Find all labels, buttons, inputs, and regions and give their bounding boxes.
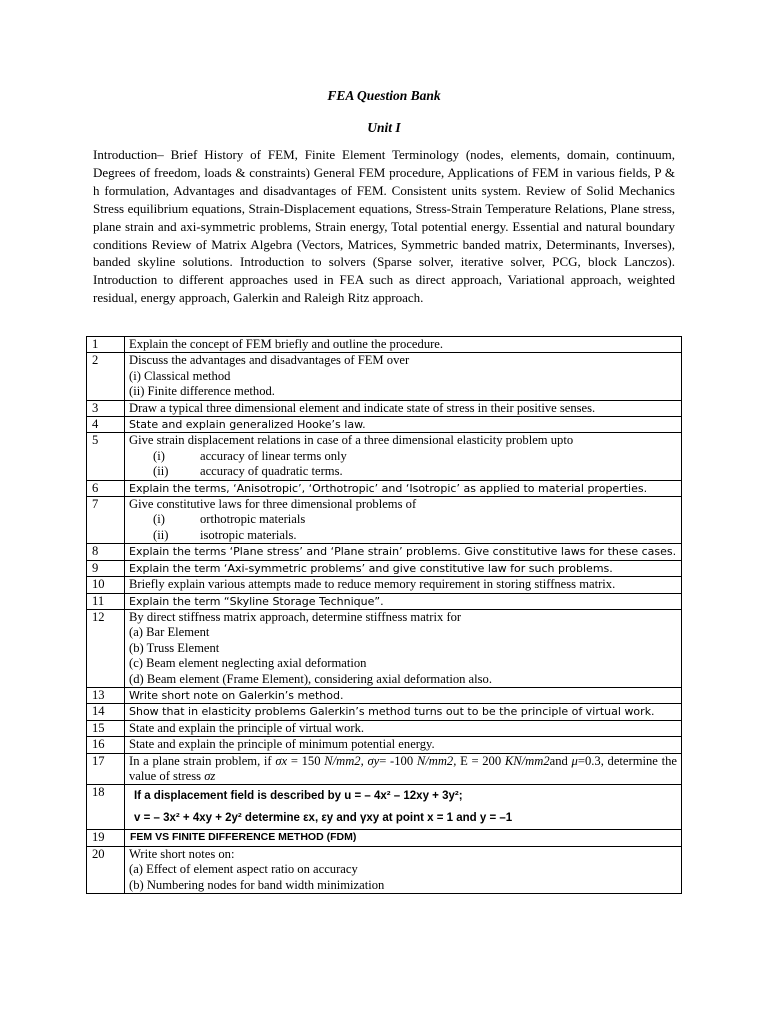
question-number: 6 — [87, 480, 125, 496]
q17-u1: N/mm2, — [324, 753, 368, 768]
question-number: 10 — [87, 577, 125, 593]
question-text-cell — [125, 720, 682, 736]
question-row — [87, 577, 682, 593]
q17-p4: E = 200 — [460, 753, 505, 768]
sub-item-number: (i) — [153, 448, 165, 463]
intro-paragraph — [93, 146, 675, 307]
question-line: Give constitutive laws for three dimensional problems of — [129, 497, 417, 512]
question-line: (a) Bar Element — [129, 625, 210, 640]
question-row — [87, 609, 682, 687]
question-number: 11 — [87, 593, 125, 609]
question-line: Draw a typical three dimensional element and indicate state of stress in their positive senses. — [129, 400, 596, 415]
question-text-cell — [125, 353, 682, 400]
sub-item-number: (ii) — [153, 464, 169, 479]
q17-p5: and — [549, 753, 572, 768]
document-title: FEA Question Bank — [327, 88, 441, 103]
question-text-cell — [125, 737, 682, 753]
question-row — [87, 433, 682, 480]
question-text-cell — [125, 417, 682, 433]
question-line: (c) Beam element neglecting axial deformation — [129, 656, 367, 671]
question-text-cell — [125, 609, 682, 687]
question-text-cell — [125, 400, 682, 416]
question-row — [87, 560, 682, 576]
question-row — [87, 593, 682, 609]
sub-item-text: accuracy of quadratic terms. — [200, 464, 343, 479]
question-table-body — [87, 337, 682, 894]
question-text-cell — [125, 687, 682, 703]
sub-item-text: accuracy of linear terms only — [200, 448, 347, 463]
sub-item-text: orthotropic materials — [200, 512, 306, 527]
question-text-cell — [125, 704, 682, 720]
sub-item — [129, 512, 677, 527]
question-line: (d) Beam element (Frame Element), considering axial deformation also. — [129, 671, 492, 686]
question-number: 1 — [87, 337, 125, 353]
question-line: By direct stiffness matrix approach, determine stiffness matrix for — [129, 609, 462, 624]
question-line: Write short note on Galerkin’s method. — [129, 688, 344, 702]
question-text-cell — [125, 560, 682, 576]
question-text-cell — [125, 830, 682, 846]
question-line: Explain the concept of FEM briefly and outline the procedure. — [129, 337, 444, 351]
question-text-cell — [125, 577, 682, 593]
question-line: Explain the term ‘Axi-symmetric problems’ and give constitutive law for such problems. — [129, 561, 613, 575]
q17-p1: In a plane strain problem, if — [129, 753, 276, 768]
question-row — [87, 785, 682, 830]
q18-line2: v = – 3x² + 4xy + 2y² determine εx, εy and γxy at point x = 1 and y = –1 — [134, 812, 513, 825]
q17-mu: μ — [571, 753, 578, 768]
question-line: State and explain the principle of minimum potential energy. — [129, 737, 435, 752]
question-line: (b) Truss Element — [129, 640, 220, 655]
question-row — [87, 737, 682, 753]
question-number: 17 — [87, 753, 125, 785]
question-line: (a) Effect of element aspect ratio on accuracy — [129, 862, 358, 877]
question-row — [87, 720, 682, 736]
question-text-cell — [125, 785, 682, 830]
q17-sx: σx — [275, 753, 288, 768]
question-line: Write short notes on: — [129, 846, 235, 861]
question-line: Discuss the advantages and disadvantages of FEM over — [129, 353, 410, 368]
question-text-cell — [125, 544, 682, 560]
question-number: 7 — [87, 497, 125, 544]
question-number: 15 — [87, 720, 125, 736]
question-number: 5 — [87, 433, 125, 480]
question-row — [87, 544, 682, 560]
question-row — [87, 353, 682, 400]
question-text-cell — [125, 593, 682, 609]
question-row — [87, 417, 682, 433]
question-row — [87, 337, 682, 353]
q17-u2: N/mm2, — [416, 753, 461, 768]
question-number: 2 — [87, 353, 125, 400]
question-number: 8 — [87, 544, 125, 560]
question-line: Give strain displacement relations in case of a three dimensional elasticity problem upto — [129, 433, 574, 448]
question-line: Explain the terms ‘Plane stress’ and ‘Plane strain’ problems. Give constitutive laws for these cases. — [129, 545, 677, 559]
question-row — [87, 497, 682, 544]
question-row — [87, 846, 682, 893]
question-text-cell — [125, 480, 682, 496]
sub-item — [129, 464, 677, 479]
intro-lead: Introduction– — [93, 147, 164, 162]
unit-heading: Unit I — [367, 120, 401, 135]
question-text-cell — [125, 753, 682, 785]
question-line: (ii) Finite difference method. — [129, 384, 275, 399]
question-number: 20 — [87, 846, 125, 893]
q17-p2: = 150 — [287, 753, 325, 768]
q17-p6: =0.3, determine the value of stress — [129, 753, 677, 783]
question-text-cell — [125, 337, 682, 353]
question-number: 16 — [87, 737, 125, 753]
question-table — [86, 336, 682, 894]
question-row — [87, 480, 682, 496]
question-text-cell — [125, 497, 682, 544]
question-line: (b) Numbering nodes for band width minimization — [129, 877, 385, 892]
q17-p3: = -100 — [379, 753, 417, 768]
question-row — [87, 687, 682, 703]
q18-line1: If a displacement field is described by u = – 4x² – 12xy + 3y²; — [134, 790, 463, 803]
sub-item-text: isotropic materials. — [200, 527, 297, 542]
question-number: 12 — [87, 609, 125, 687]
question-text-cell — [125, 846, 682, 893]
question-number: 9 — [87, 560, 125, 576]
q19-text: FEM VS FINITE DIFFERENCE METHOD (FDM) — [130, 831, 357, 844]
q17-sy: σy — [367, 753, 380, 768]
question-number: 3 — [87, 400, 125, 416]
question-line: Briefly explain various attempts made to reduce memory requirement in storing stiffness matrix. — [129, 577, 616, 592]
question-line: Explain the terms, ‘Anisotropic’, ‘Orthotropic’ and ‘Isotropic’ as applied to material properties. — [129, 481, 648, 495]
question-line: Explain the term “Skyline Storage Technique”. — [129, 594, 384, 608]
sub-item — [129, 449, 677, 464]
question-line: (i) Classical method — [129, 368, 231, 383]
q17-u3: KN/mm2 — [504, 753, 550, 768]
question-line: State and explain generalized Hooke’s law. — [129, 418, 366, 432]
question-line: Show that in elasticity problems Galerkin’s method turns out to be the principle of virtual work. — [129, 705, 655, 719]
question-number: 19 — [87, 830, 125, 846]
sub-item — [129, 528, 677, 543]
question-row — [87, 400, 682, 416]
sub-item-number: (ii) — [153, 527, 169, 542]
q17-sz: σz — [204, 768, 216, 783]
question-row — [87, 753, 682, 785]
question-number: 14 — [87, 704, 125, 720]
question-row — [87, 704, 682, 720]
question-number: 18 — [87, 785, 125, 830]
question-row — [87, 830, 682, 846]
question-line: State and explain the principle of virtual work. — [129, 720, 365, 735]
question-number: 13 — [87, 687, 125, 703]
sub-item-number: (i) — [153, 512, 165, 527]
question-number: 4 — [87, 417, 125, 433]
intro-body: Brief History of FEM, Finite Element Terminology (nodes, elements, domain, continuum, Degrees of freedom, loads & constraints) General FEM procedure, Applications of FEM in various fields, P & h formulation, Advantages and disadvantages of FEM. Consistent units system. Review of Solid Mechanics Stress equilibrium equations, Strain-Displacement equations, Stress-Strain Temperature Relations, Plane stress, plane strain and axi-symmetric problems, Strain energy, Total potential energy. Essential and natural boundary conditions Review of Matrix Algebra (Vectors, Matrices, Symmetric banded matrix, Determinants, Inverses), banded skyline solutions. Introduction to solvers (Sparse solver, iterative solver, PCG, block Lanczos). Introduction to different approaches used in FEA such as direct approach, Variational approach, weighted residual, energy approach, Galerkin and Raleigh Ritz approach. — [93, 147, 676, 306]
question-text-cell — [125, 433, 682, 480]
